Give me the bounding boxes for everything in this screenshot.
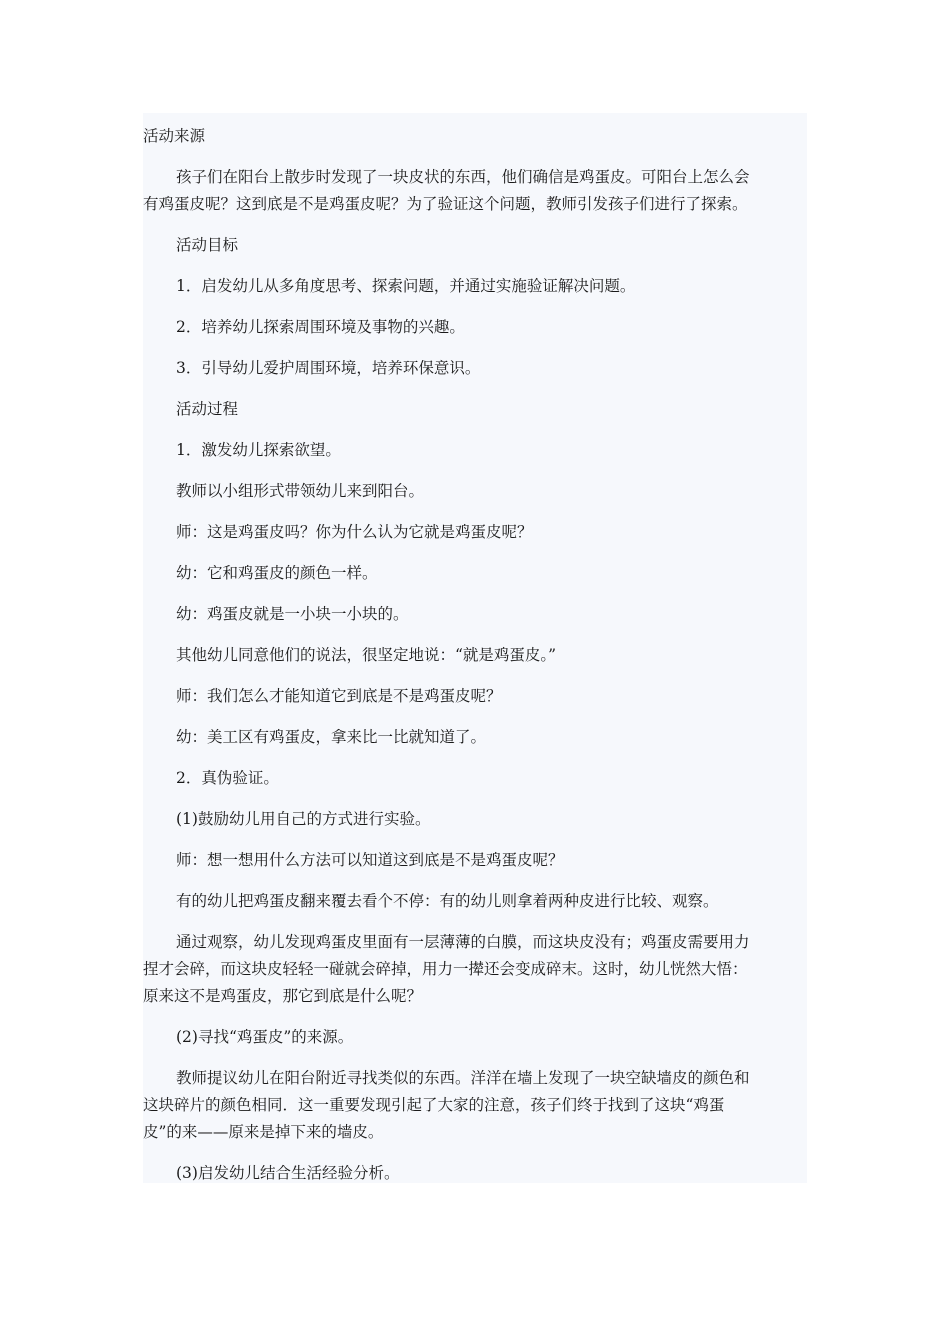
paragraph-line: 这块碎片的颜色相同．这一重要发现引起了大家的注意，孩子们终于找到了这块“鸡蛋 (143, 1096, 725, 1114)
paragraph-line: 原来这不是鸡蛋皮，那它到底是什么呢？ (143, 987, 423, 1005)
dialogue-line: 幼：它和鸡蛋皮的颜色一样。 (176, 564, 378, 582)
paragraph-line: 孩子们在阳台上散步时发现了一块皮状的东西，他们确信是鸡蛋皮。可阳台上怎么会 (176, 168, 750, 186)
goal-item-3: 3．引导幼儿爱护周围环境，培养环保意识。 (176, 359, 481, 377)
paragraph-line: 教师提议幼儿在阳台附近寻找类似的东西。洋洋在墙上发现了一块空缺墙皮的颜色和 (176, 1069, 750, 1087)
dialogue-line: 幼：美工区有鸡蛋皮，拿来比一比就知道了。 (176, 728, 487, 746)
dialogue-line: 师：我们怎么才能知道它到底是不是鸡蛋皮呢？ (176, 687, 502, 705)
text-line: 教师以小组形式带领幼儿来到阳台。 (176, 482, 425, 500)
paragraph-discovery (143, 1065, 807, 1146)
sub-step-1: (1)鼓励幼儿用自己的方式进行实验。 (176, 810, 431, 828)
process-step-1: 1．激发幼儿探索欲望。 (176, 441, 341, 459)
paragraph-line: 通过观察，幼儿发现鸡蛋皮里面有一层薄薄的白膜，而这块皮没有；鸡蛋皮需要用力 (176, 933, 750, 951)
text-line: 其他幼儿同意他们的说法，很坚定地说：“就是鸡蛋皮。” (176, 646, 557, 664)
heading-activity-process: 活动过程 (176, 400, 239, 418)
paragraph-observation (143, 929, 807, 1010)
paragraph-line: 有鸡蛋皮呢？这到底是不是鸡蛋皮呢？为了验证这个问题，教师引发孩子们进行了探索。 (143, 195, 748, 213)
goal-item-1: 1．启发幼儿从多角度思考、探索问题，并通过实施验证解决问题。 (176, 277, 636, 295)
process-step-2: 2．真伪验证。 (176, 769, 279, 787)
sub-step-3: (3)启发幼儿结合生活经验分析。 (176, 1164, 400, 1182)
dialogue-line: 师：这是鸡蛋皮吗？你为什么认为它就是鸡蛋皮呢？ (176, 523, 533, 541)
sub-step-2: (2)寻找“鸡蛋皮”的来源。 (176, 1028, 354, 1046)
paragraph-line: 皮”的来——原来是掉下来的墙皮。 (143, 1123, 384, 1141)
text-line: 有的幼儿把鸡蛋皮翻来覆去看个不停：有的幼儿则拿着两种皮进行比较、观察。 (176, 892, 719, 910)
paragraph-intro (143, 164, 807, 218)
dialogue-line: 幼：鸡蛋皮就是一小块一小块的。 (176, 605, 409, 623)
heading-activity-goals: 活动目标 (176, 236, 239, 254)
goal-item-2: 2．培养幼儿探索周围环境及事物的兴趣。 (176, 318, 465, 336)
document-panel (143, 113, 807, 1183)
paragraph-line: 捏才会碎，而这块皮轻轻一碰就会碎掉，用力一撵还会变成碎末。这时，幼儿恍然大悟： (143, 960, 748, 978)
dialogue-line: 师：想一想用什么方法可以知道这到底是不是鸡蛋皮呢？ (176, 851, 564, 869)
heading-activity-source: 活动来源 (143, 127, 206, 145)
